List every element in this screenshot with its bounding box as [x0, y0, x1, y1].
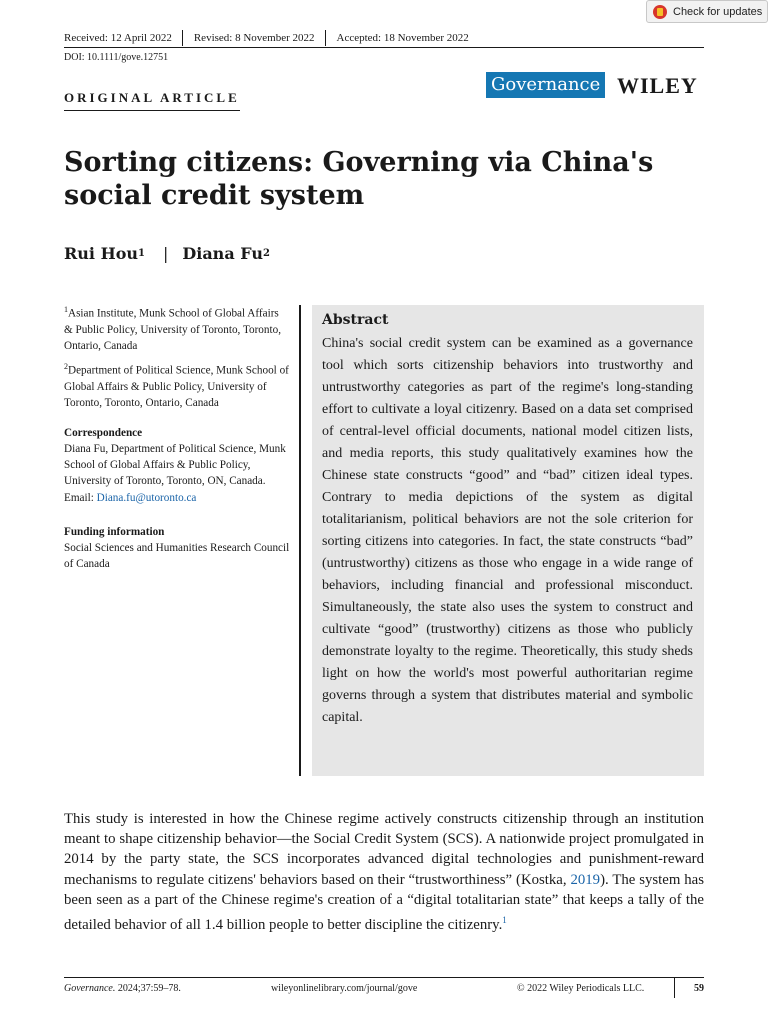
- author-affiliation-marker: 2: [262, 248, 270, 259]
- footer-copyright: © 2022 Wiley Periodicals LLC.: [517, 983, 645, 994]
- article-title: Sorting citizens: Governing via China's social credit system: [64, 147, 654, 211]
- abstract-box: [312, 305, 704, 776]
- funding-heading: Funding information: [64, 525, 165, 538]
- column-divider: [299, 305, 301, 776]
- header-divider: [64, 47, 704, 48]
- article-dates: [64, 30, 490, 46]
- correspondence-text: Diana Fu, Department of Political Science, Munk School of Global Affairs & Public Policy, University of Toronto, Toronto, ON, Canada. Email: Diana.fu@utoronto.ca: [64, 442, 286, 504]
- email-link[interactable]: Diana.fu@utoronto.ca: [96, 491, 197, 504]
- page-footer: [64, 982, 704, 996]
- correspondence-heading: Correspondence: [64, 426, 143, 439]
- check-for-updates-button[interactable]: [646, 0, 768, 23]
- page-number: 59: [694, 983, 704, 994]
- affiliation: $^2$Department of Political Science, Munk School of Global Affairs & Public Policy, University of Toronto, Toronto, Ontario, Canada: [64, 362, 289, 410]
- article-type: ORIGINAL ARTICLE: [64, 90, 240, 111]
- footer-citation: Governance. 2024;37:59–78.: [64, 983, 181, 994]
- body-paragraph: This study is interested in how the Chinese regime actively constructs citizenship through an institution meant to shape citizenship behavior—the Social Credit System (SCS). A nationwide project promulgated in 2014 by the party state, the SCS incorporates advanced digital technologies and punishment-reward mechanisms to regulate citizens' behaviors based on their “trustworthiness” (Kostka, 2019). The system has been seen as a part of the Chinese regime's creation of a “digital totalitarian state” that keeps a tally of the detailed behavior of all 1.4 billion people to better discipline the citizenry.$^1$: [64, 811, 704, 933]
- abstract-heading: Abstract: [322, 312, 389, 328]
- check-for-updates-label: Check for updates: [673, 5, 763, 18]
- author-info-column: [64, 302, 290, 577]
- journal-logo: Governance: [486, 72, 605, 98]
- author-name: Rui Hou: [64, 244, 138, 263]
- revised-date: Revised: 8 November 2022: [194, 30, 326, 46]
- accepted-date: Accepted: 18 November 2022: [336, 32, 469, 44]
- footer-divider-vertical: [674, 977, 675, 998]
- received-date: Received: 12 April 2022: [64, 30, 183, 46]
- footer-url[interactable]: wileyonlinelibrary.com/journal/gove: [271, 983, 418, 994]
- publisher-logo: WILEY: [617, 73, 698, 98]
- author-separator: |: [162, 244, 169, 263]
- doi: DOI: 10.1111/gove.12751: [64, 52, 169, 63]
- author-list: [64, 244, 270, 263]
- citation-link[interactable]: 2019: [570, 871, 601, 888]
- funding-text: Social Sciences and Humanities Research Council of Canada: [64, 541, 290, 571]
- footnote-link[interactable]: 1: [502, 915, 507, 926]
- affiliation: $^1$Asian Institute, Munk School of Global Affairs & Public Policy, University of Toronto, Toronto, Ontario, Canada: [64, 305, 281, 353]
- author-affiliation-marker: 1: [138, 248, 145, 259]
- abstract-text: China's social credit system can be examined as a governance tool which sorts citizenship behaviors into trustworthy and untrustworthy categories as part of the regime's long-standing effort to cultivate a loyal citizenry. Based on a data set comprised of central-level official documents, national model citizen lists, and media reports, this study qualitatively examines how the Chinese state constructs “good” and “bad” citizen ideal types. Contrary to media depictions of the system as digital totalitarianism, political behaviors are not the sole criterion for sorting citizens into categories. In fact, the state constructs “bad” (untrustworthy) citizens as those who engage in a wide range of behaviors, including financial and professional misconduct. Simultaneously, the state also uses the system to construct and cultivate “good” (trustworthy) citizens as those who publicly demonstrate loyalty to the regime. Theoretically, this study sheds light on how the world's most powerful authoritarian regime governs through a system that distributes material and symbolic capital.: [322, 336, 693, 725]
- crossmark-icon: [653, 5, 667, 19]
- author-name: Diana Fu: [182, 244, 263, 263]
- footer-divider: [64, 977, 704, 978]
